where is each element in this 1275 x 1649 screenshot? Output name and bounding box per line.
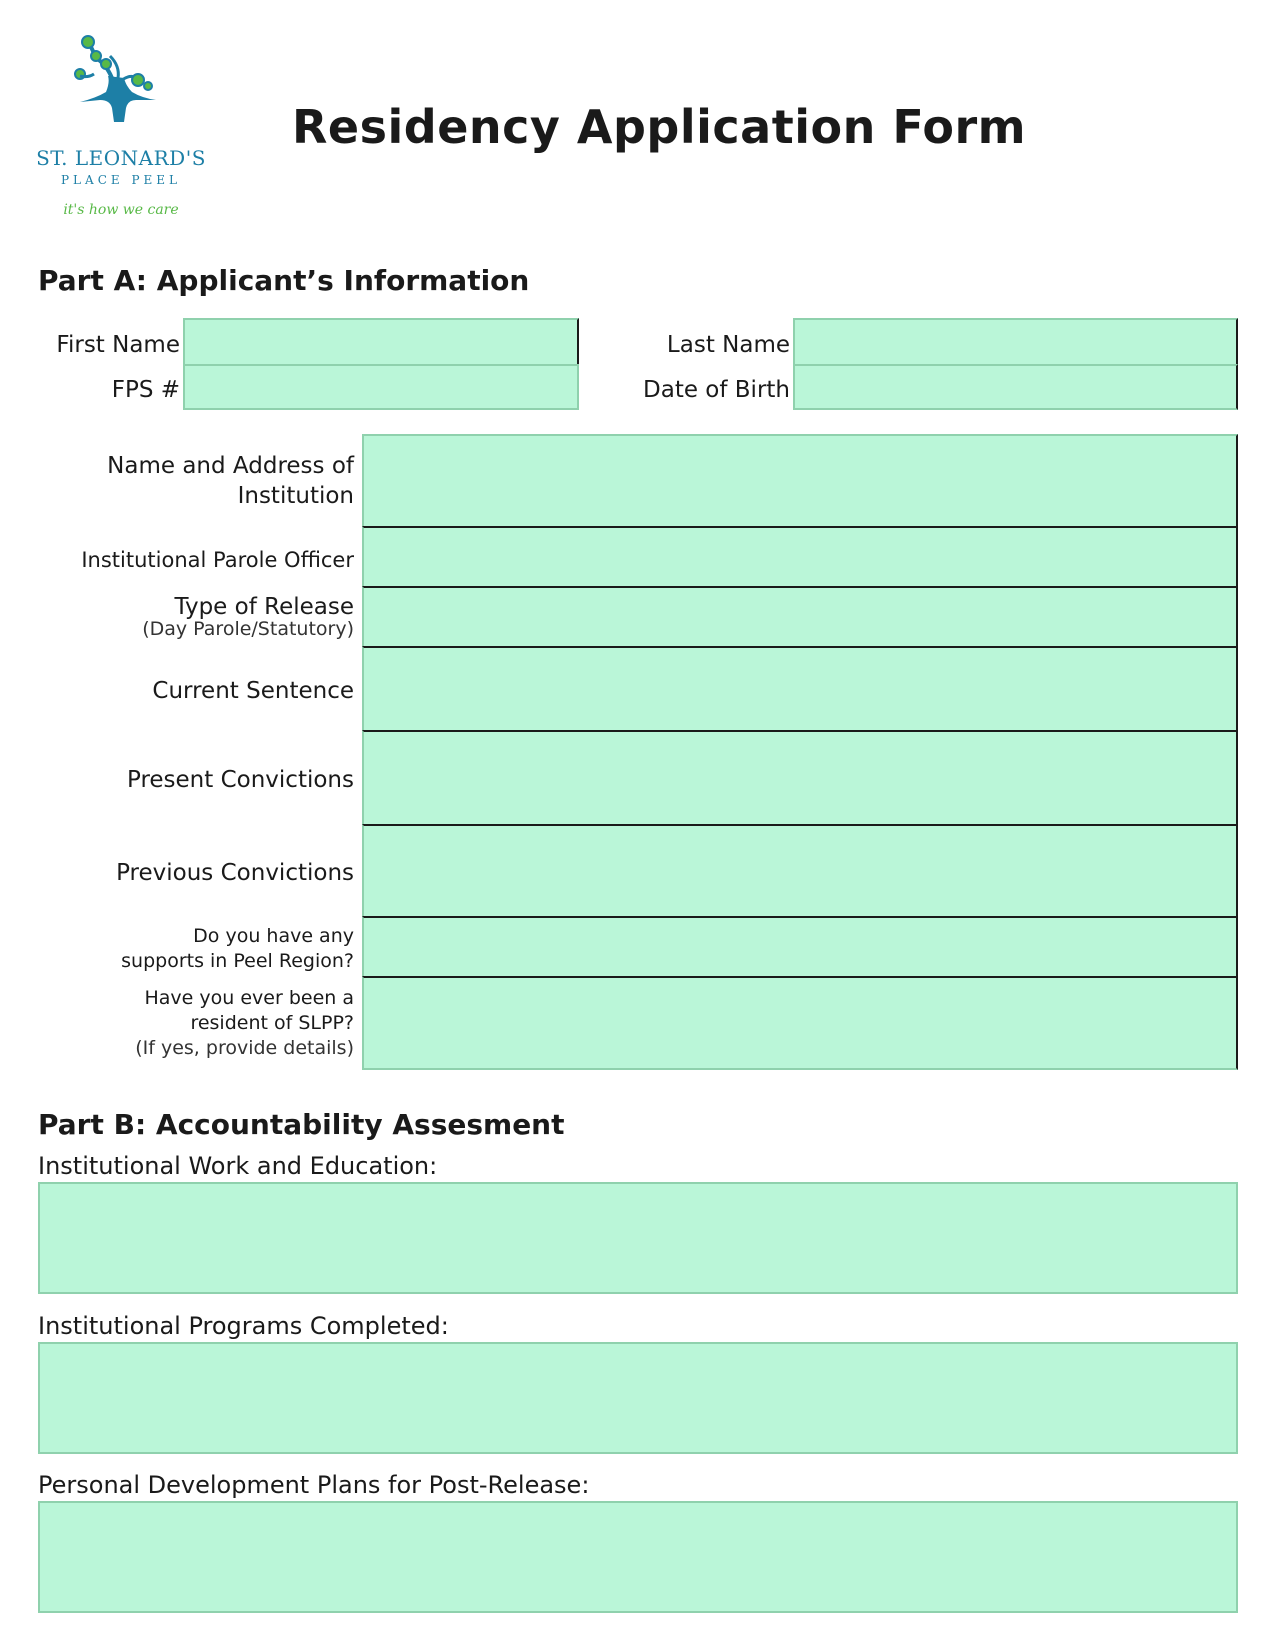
development-plans-label: Personal Development Plans for Post-Release:	[38, 1471, 590, 1499]
development-plans-field[interactable]	[38, 1501, 1238, 1613]
fps-field[interactable]	[183, 364, 579, 410]
former-resident-label	[20, 986, 354, 1061]
present-convictions-label: Present Convictions	[126, 767, 354, 793]
first-name-field[interactable]	[183, 318, 579, 366]
former-resident-label-line2: resident of SLPP?	[190, 1012, 354, 1034]
release-type-field[interactable]	[362, 586, 1238, 648]
institution-label-line2: Institution	[237, 483, 354, 509]
previous-convictions-field[interactable]	[362, 824, 1238, 918]
parole-officer-field[interactable]	[362, 526, 1238, 588]
present-convictions-field[interactable]	[362, 730, 1238, 826]
dob-label: Date of Birth	[643, 377, 790, 403]
institution-field[interactable]	[362, 434, 1238, 528]
former-resident-field[interactable]	[362, 976, 1238, 1070]
former-resident-label-line1: Have you ever been a	[144, 987, 354, 1009]
page-title: Residency Application Form	[292, 100, 1027, 154]
logo-name-line2: PLACE PEEL	[60, 173, 182, 187]
former-resident-hint: (If yes, provide details)	[135, 1037, 354, 1059]
part-a-heading: Part A: Applicant’s Information	[38, 264, 530, 297]
previous-convictions-label: Previous Convictions	[116, 860, 354, 886]
supports-field[interactable]	[362, 916, 1238, 978]
parole-officer-label: Institutional Parole Officer	[81, 548, 354, 572]
current-sentence-field[interactable]	[362, 646, 1238, 732]
supports-label-line2: supports in Peel Region?	[121, 950, 354, 972]
last-name-label: Last Name	[666, 332, 790, 358]
logo-tagline: it's how we care	[63, 202, 179, 218]
programs-label: Institutional Programs Completed:	[38, 1312, 449, 1340]
release-type-hint: (Day Parole/Statutory)	[142, 618, 354, 640]
last-name-field[interactable]	[793, 318, 1238, 366]
part-b-heading: Part B: Accountability Assesment	[38, 1108, 565, 1141]
tree-logo-icon	[66, 34, 176, 134]
institution-label-line1: Name and Address of	[107, 453, 354, 479]
dob-field[interactable]	[793, 364, 1238, 410]
fps-label: FPS #	[111, 377, 180, 403]
release-type-label	[20, 594, 354, 638]
current-sentence-label: Current Sentence	[152, 678, 354, 704]
work-education-field[interactable]	[38, 1182, 1238, 1294]
release-type-label-main: Type of Release	[174, 594, 354, 620]
institution-label	[20, 451, 354, 511]
work-education-label: Institutional Work and Education:	[38, 1152, 438, 1180]
supports-label-line1: Do you have any	[193, 925, 354, 947]
programs-field[interactable]	[38, 1342, 1238, 1454]
first-name-label: First Name	[56, 332, 180, 358]
logo-name-line1: ST. LEONARD'S	[36, 146, 206, 170]
supports-label	[20, 924, 354, 974]
